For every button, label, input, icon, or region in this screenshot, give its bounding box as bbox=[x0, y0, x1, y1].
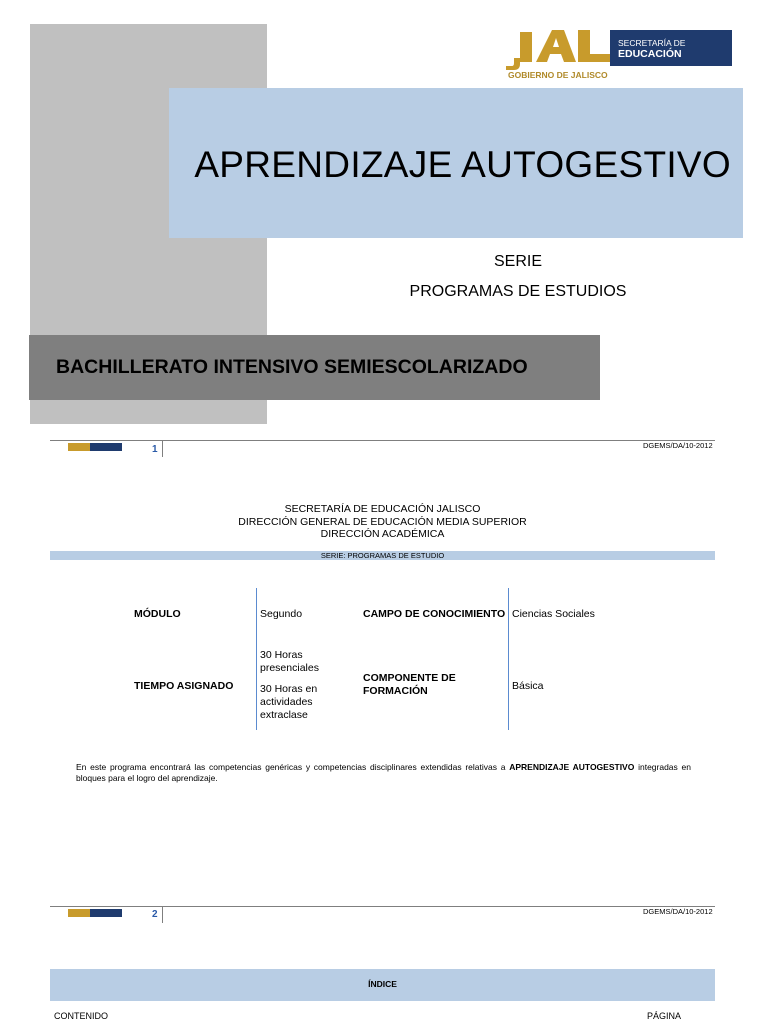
header-direccion-general: DIRECCIÓN GENERAL DE EDUCACIÓN MEDIA SUPERIOR bbox=[238, 516, 527, 528]
description-end: integradas en bloques para el logro del aprendizaje. bbox=[76, 762, 691, 783]
header-direccion-academica: DIRECCIÓN ACADÉMICA bbox=[320, 528, 445, 540]
page2-doc-code: DGEMS/DA/10-2012 bbox=[643, 907, 713, 916]
indice-title: ÍNDICE bbox=[368, 979, 397, 989]
serie-strip-text: SERIE: PROGRAMAS DE ESTUDIO bbox=[320, 551, 445, 560]
cover-programas: PROGRAMAS DE ESTUDIOS bbox=[409, 283, 627, 300]
mini-jal-icon bbox=[68, 907, 92, 919]
modulo-label: MÓDULO bbox=[134, 608, 181, 620]
page1-number: 1 bbox=[152, 444, 158, 455]
campo-value: Ciencias Sociales bbox=[512, 608, 595, 620]
page1-doc-code: DGEMS/DA/10-2012 bbox=[643, 441, 713, 450]
campo-label: CAMPO DE CONOCIMIENTO bbox=[363, 608, 506, 620]
cover-title: APRENDIZAJE AUTOGESTIVO bbox=[194, 144, 731, 185]
cover-serie: SERIE bbox=[493, 253, 542, 270]
page1-mini-logo bbox=[68, 441, 124, 453]
page1-number-separator bbox=[162, 441, 163, 457]
jalisco-education-logo bbox=[506, 28, 734, 84]
componente-value: Básica bbox=[512, 680, 544, 692]
cover-program-name: BACHILLERATO INTENSIVO SEMIESCOLARIZADO bbox=[56, 356, 528, 378]
logo-secretaria-text: SECRETARÍA DE bbox=[618, 38, 686, 48]
logo-educacion-text: EDUCACIÓN bbox=[618, 48, 682, 60]
tiempo-label: TIEMPO ASIGNADO bbox=[134, 680, 234, 692]
jal-logo-icon bbox=[506, 28, 612, 72]
page2-number: 2 bbox=[152, 909, 158, 920]
mini-jal-icon bbox=[68, 441, 92, 453]
pagina-label: PÁGINA bbox=[647, 1011, 682, 1021]
description-subject: APRENDIZAJE AUTOGESTIVO bbox=[509, 762, 635, 772]
page2-mini-logo bbox=[68, 907, 124, 919]
header-secretaria: SECRETARÍA DE EDUCACIÓN JALISCO bbox=[284, 503, 481, 515]
page2-number-separator bbox=[162, 907, 163, 923]
contenido-label: CONTENIDO bbox=[54, 1011, 108, 1021]
componente-label: COMPONENTE DE FORMACIÓN bbox=[363, 672, 456, 697]
description-intro: En este programa encontrará las competencias genéricas y competencias disciplinares extendidas relativas a bbox=[76, 762, 506, 772]
page2-header-rule bbox=[50, 906, 715, 907]
tiempo-value-presenciales: 30 Horas presenciales bbox=[260, 649, 319, 674]
page1-header-rule bbox=[50, 440, 715, 441]
table-divider-1 bbox=[256, 588, 257, 730]
tiempo-value-extraclase: 30 Horas en actividades extraclase bbox=[260, 683, 318, 721]
modulo-value: Segundo bbox=[260, 608, 303, 620]
table-divider-2 bbox=[508, 588, 509, 730]
program-description bbox=[76, 762, 691, 784]
logo-gobierno-text: GOBIERNO DE JALISCO bbox=[508, 70, 608, 80]
